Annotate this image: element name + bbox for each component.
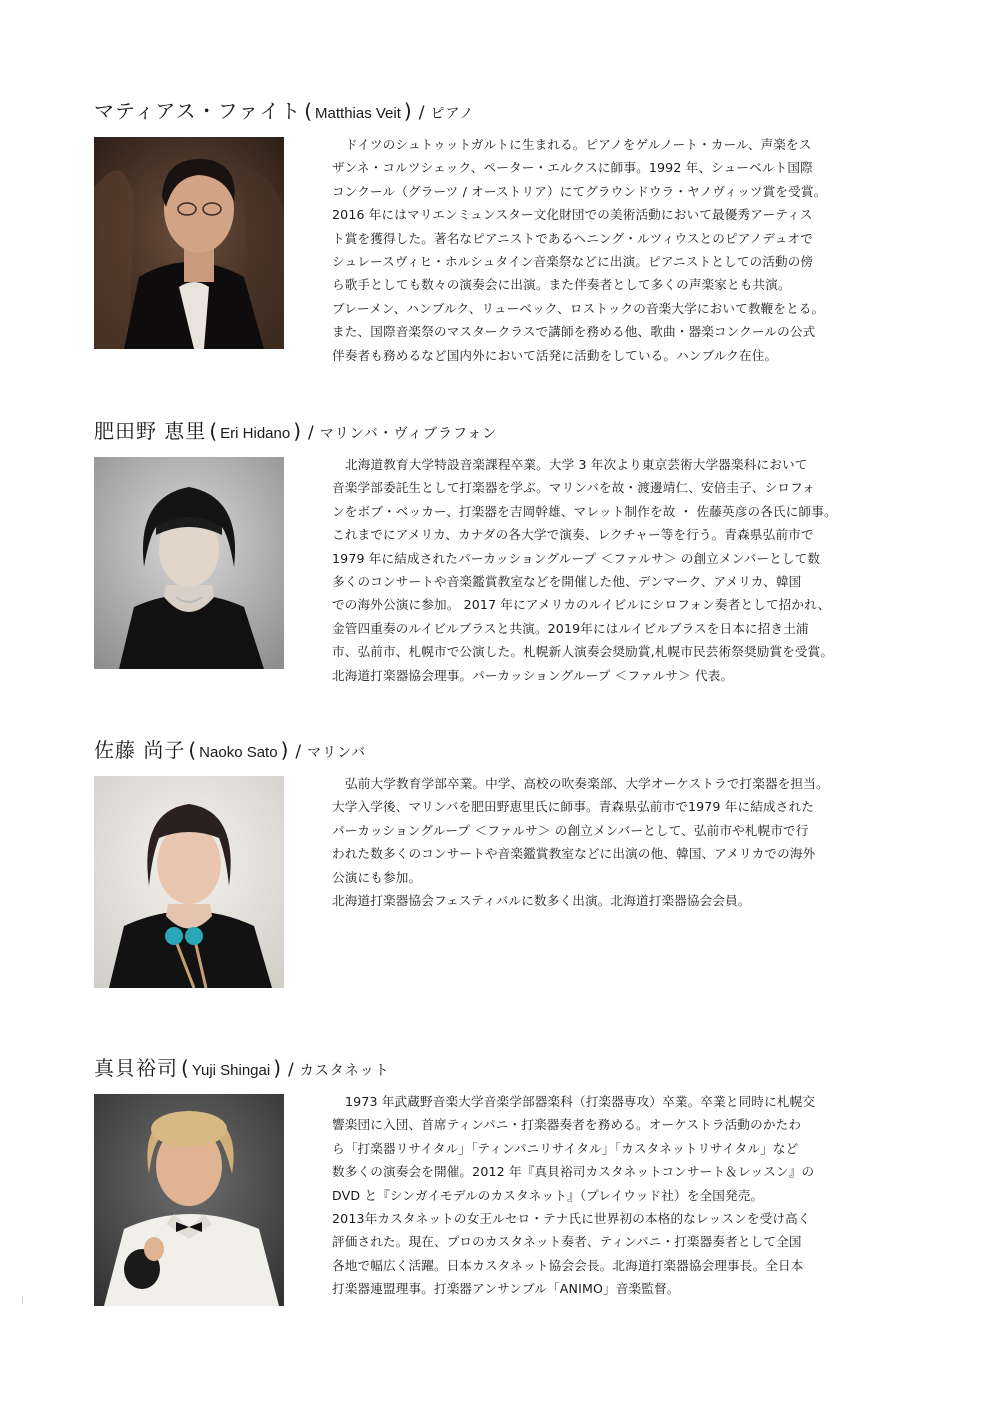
bio-line: DVD と『シンガイモデルのカスタネット』（プレイウッド社）を全国発売。	[332, 1187, 764, 1203]
name-english: Naoko Sato	[199, 744, 278, 761]
bio-line: 金管四重奏のルイビルブラスと共演。2019年にはルイビルブラスを日本に招き土浦	[332, 620, 809, 636]
profile-heading	[94, 95, 924, 127]
bio-line: パーカッショングループ ＜ファルサ＞ の創立メンバーとして、弘前市や札幌市で行	[332, 822, 809, 838]
bio-line: 1979 年に結成されたパーカッショングループ ＜ファルサ＞ の創立メンバーとして数	[332, 550, 821, 566]
profile-yuji-shingai	[94, 1052, 924, 1297]
bio-line: 2013年カスタネットの女王ルセロ・テナ氏に世界初の本格的なレッスンを受け高く	[332, 1211, 811, 1227]
bio-line: 2016 年にはマリエンミュンスター文化財団での美術活動において最優秀アーティス	[332, 207, 813, 223]
name-japanese: 佐藤 尚子	[94, 738, 186, 762]
bio-line: ドイツのシュトゥットガルトに生まれる。ピアノをゲルノート・カール、声楽をス	[345, 137, 812, 152]
bio-line: 大学入学後、マリンバを肥田野恵里氏に師事。青森県弘前市で1979 年に結成された	[332, 799, 814, 815]
instrument-label: カスタネット	[299, 1063, 390, 1079]
bio-line: 北海道打楽器協会フェスティバルに数多く出演。北海道打楽器協会会員。	[332, 893, 751, 909]
bio-line: 公演にも参加。	[332, 869, 422, 885]
profile-heading	[94, 734, 924, 766]
bio-line: ら歌手としても数々の演奏会に出演。また伴奏者として多くの声楽家とも共演。	[332, 277, 791, 293]
paren-close: )	[273, 1056, 282, 1080]
name-english: Yuji Shingai	[191, 1062, 271, 1079]
bio-line: 伴奏者も務めるなど国内外において活発に活動をしている。ハンブルク在住。	[332, 347, 778, 363]
bio-line: ら「打楽器リサイタル」「ティンパニリサイタル」「カスタネットリサイタル」など	[332, 1140, 799, 1156]
portrait-photo	[94, 776, 284, 988]
bio-line: 1973 年武蔵野音楽大学音楽学部器楽科（打楽器専攻）卒業。卒業と同時に札幌交	[345, 1094, 816, 1109]
biography-text	[332, 453, 922, 687]
bio-line: ト賞を獲得した。著名なピアニストであるヘニング・ルツィウスとのピアノデュオで	[332, 230, 813, 246]
profile-eri-hidano	[94, 415, 924, 683]
profile-heading	[94, 1052, 924, 1084]
page-edge-mark	[22, 1296, 23, 1304]
separator-slash: /	[308, 423, 314, 443]
paren-open: (	[209, 419, 218, 443]
bio-line: 音楽学部委託生として打楽器を学ぶ。マリンバを故・渡邊靖仁、安倍圭子、シロフォ	[332, 480, 816, 496]
portrait-photo	[94, 137, 284, 349]
bio-line: 打楽器連盟理事。打楽器アンサンブル「ANIMO」音楽監督。	[332, 1281, 680, 1297]
biography-text	[332, 1090, 922, 1301]
bio-line: 多くのコンサートや音楽鑑賞教室などを開催した他、デンマーク、アメリカ、韓国	[332, 574, 802, 590]
paren-close: )	[293, 419, 302, 443]
name-japanese: 真貝裕司	[94, 1056, 178, 1080]
profile-heading	[94, 415, 924, 447]
instrument-label: ピアノ	[430, 106, 475, 122]
separator-slash: /	[288, 1060, 294, 1080]
paren-open: (	[304, 99, 313, 123]
bio-line: 数多くの演奏会を開催。2012 年『真貝裕司カスタネットコンサート＆レッスン』の	[332, 1164, 815, 1180]
bio-line: ブレーメン、ハンブルク、リューベック、ロストックの音楽大学において教鞭をとる。	[332, 300, 825, 316]
bio-line: 響楽団に入団、首席ティンパニ・打楽器奏者を務める。オーケストラ活動のかたわ	[332, 1117, 802, 1133]
separator-slash: /	[295, 742, 302, 762]
bio-line: 評価された。現在、プロのカスタネット奏者、ティンパニ・打楽器奏者として全国	[332, 1234, 802, 1250]
bio-line: 各地で幅広く活躍。日本カスタネット協会会長。北海道打楽器協会理事長。全日本	[332, 1257, 804, 1273]
bio-line: また、国際音楽祭のマスタークラスで講師を務める他、歌曲・器楽コンクールの公式	[332, 324, 816, 340]
paren-close: )	[280, 738, 289, 762]
portrait-photo	[94, 1094, 284, 1306]
name-english: Matthias Veit	[315, 105, 401, 122]
bio-line: 市、弘前市、札幌市で公演した。札幌新人演奏会奨励賞,札幌市民芸術祭奨励賞を受賞。	[332, 644, 834, 660]
bio-line: シュレースヴィヒ・ホルシュタイン音楽祭などに出演。ピアニストとしての活動の傍	[332, 254, 814, 270]
bio-line: 北海道打楽器協会理事。パーカッショングループ ＜ファルサ＞ 代表。	[332, 667, 734, 683]
profile-matthias-veit	[94, 95, 924, 363]
biography-text	[332, 133, 922, 367]
name-japanese: 肥田野 恵里	[94, 419, 207, 443]
bio-line: コンクール（グラーツ / オーストリア）にてグラウンドウラ・ヤノヴィッツ賞を受賞。	[332, 183, 827, 199]
name-japanese: マティアス・ファイト	[94, 99, 302, 123]
separator-slash: /	[418, 103, 425, 123]
bio-line: での海外公演に参加。 2017 年にアメリカのルイビルにシロフォン奏者として招かれ、	[332, 597, 831, 613]
paren-open: (	[188, 738, 197, 762]
paren-open: (	[181, 1056, 189, 1080]
paren-close: )	[403, 99, 412, 123]
bio-line: 北海道教育大学特設音楽課程卒業。大学 3 年次より東京芸術大学器楽科において	[345, 457, 808, 472]
biography-text	[332, 772, 922, 912]
instrument-label: マリンバ	[307, 745, 367, 761]
bio-line: ザンネ・コルツシェック、ペーター・エルクスに師事。1992 年、シューベルト国際	[332, 160, 813, 176]
bio-line: われた数多くのコンサートや音楽鑑賞教室などに出演の他、韓国、アメリカでの海外	[332, 846, 816, 862]
profile-naoko-sato	[94, 734, 924, 909]
bio-line: 弘前大学教育学部卒業。中学、高校の吹奏楽部、大学オーケストラで打楽器を担当。	[345, 776, 829, 791]
name-english: Eri Hidano	[220, 425, 291, 442]
bio-line: ンをボブ・ベッカー、打楽器を吉岡幹雄、マレット制作を故 ・ 佐藤英彦の各氏に師事。	[332, 503, 837, 519]
instrument-label: マリンバ・ヴィブラフォン	[319, 426, 498, 442]
portrait-photo	[94, 457, 284, 669]
bio-line: これまでにアメリカ、カナダの各大学で演奏、レクチャー等を行う。青森県弘前市で	[332, 527, 814, 543]
